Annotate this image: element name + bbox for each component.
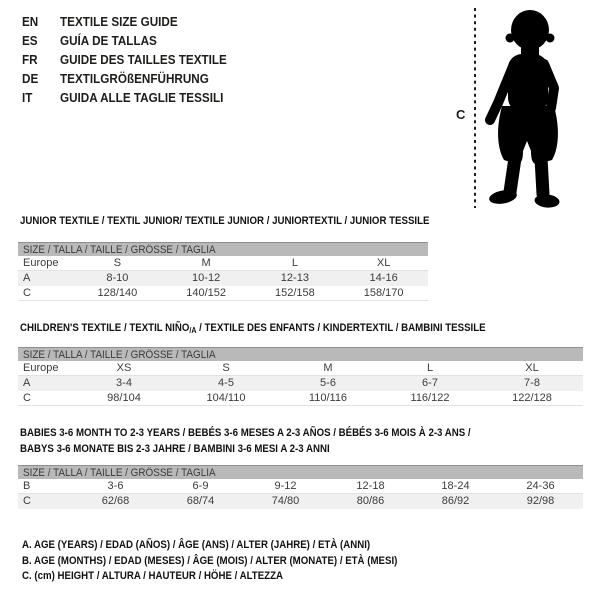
height-measure-label: C [456,107,466,122]
table-row-age: A 3-4 4-5 5-6 6-7 7-8 [18,376,583,391]
table-row-height: C 62/68 68/74 74/80 80/86 86/92 92/98 [18,494,583,509]
table-row-europe: Europe S M L XL [18,256,428,271]
children-table-title: CHILDREN'S TEXTILE / TEXTIL $NIÑO_{/A}$ / TEXTILE DES ENFANTS / KINDERTEXTIL / BAMBINI TESSILE [20,322,486,335]
size-header-bar: SIZE / TALLA / TAILLE / GRÖSSE / TAGLIA [18,465,583,479]
language-code: IT [22,90,33,105]
children-size-table [18,347,583,406]
babies-size-table [18,465,583,509]
table-row-height: C 98/104 104/110 110/116 116/122 122/128 [18,391,583,406]
language-row-fr [22,50,245,69]
table-row-age-months: B 3-6 6-9 9-12 12-18 18-24 24-36 [18,479,583,494]
height-measure-line [473,8,477,208]
language-code: DE [22,71,39,86]
language-row-it [22,88,245,107]
language-title: TEXTILE SIZE GUIDE [60,14,178,29]
measurement-legend [22,538,449,585]
baby-silhouette-icon [481,8,573,210]
legend-line-c: C. (cm) HEIGHT / ALTURA / HAUTEUR / HÖHE / ALTEZZA [22,570,284,582]
language-title: TEXTILGRÖßENFÜHRUNG [60,71,209,86]
junior-table-title: JUNIOR TEXTILE / TEXTIL JUNIOR/ TEXTILE JUNIOR / JUNIORTEXTIL / JUNIOR TESSILE [20,215,430,227]
table-row-europe: Europe XS S M L XL [18,361,583,376]
language-row-es [22,31,245,50]
language-list [22,12,245,107]
language-title: GUÍA DE TALLAS [60,33,157,48]
table-row-age: A 8-10 10-12 12-13 14-16 [18,271,428,286]
language-title: GUIDA ALLE TAGLIE TESSILI [60,90,224,105]
size-header-bar: SIZE / TALLA / TAILLE / GRÖSSE / TAGLIA [18,242,428,256]
language-row-de [22,69,245,88]
size-header-bar: SIZE / TALLA / TAILLE / GRÖSSE / TAGLIA [18,347,583,361]
language-code: EN [22,14,39,29]
legend-line-a: A. AGE (YEARS) / EDAD (AÑOS) / ÂGE (ANS) / ALTER (JAHRE) / ETÀ (ANNI) [22,539,371,551]
language-code: FR [22,52,38,67]
table-row-height: C 128/140 140/152 152/158 158/170 [18,286,428,301]
language-row-en [22,12,245,31]
legend-line-b: B. AGE (MONTHS) / EDAD (MESES) / ÂGE (MOIS) / ALTER (MONATE) / ETÀ (MESI) [22,554,398,567]
language-code: ES [22,33,38,48]
babies-table-title: BABIES 3-6 MONTH TO 2-3 YEARS / BEBÉS 3-6 MESES A 2-3 AÑOS / BÉBÉS 3-6 MOIS À 2-3 ANS / BABYS 3-6 MONATE BIS 2-3 JAHRE / BAMBINI 3-6 MESI A 2-3 ANNI [20,427,471,455]
junior-size-table [18,242,428,301]
language-title: GUIDE DES TAILLES TEXTILE [60,52,227,67]
